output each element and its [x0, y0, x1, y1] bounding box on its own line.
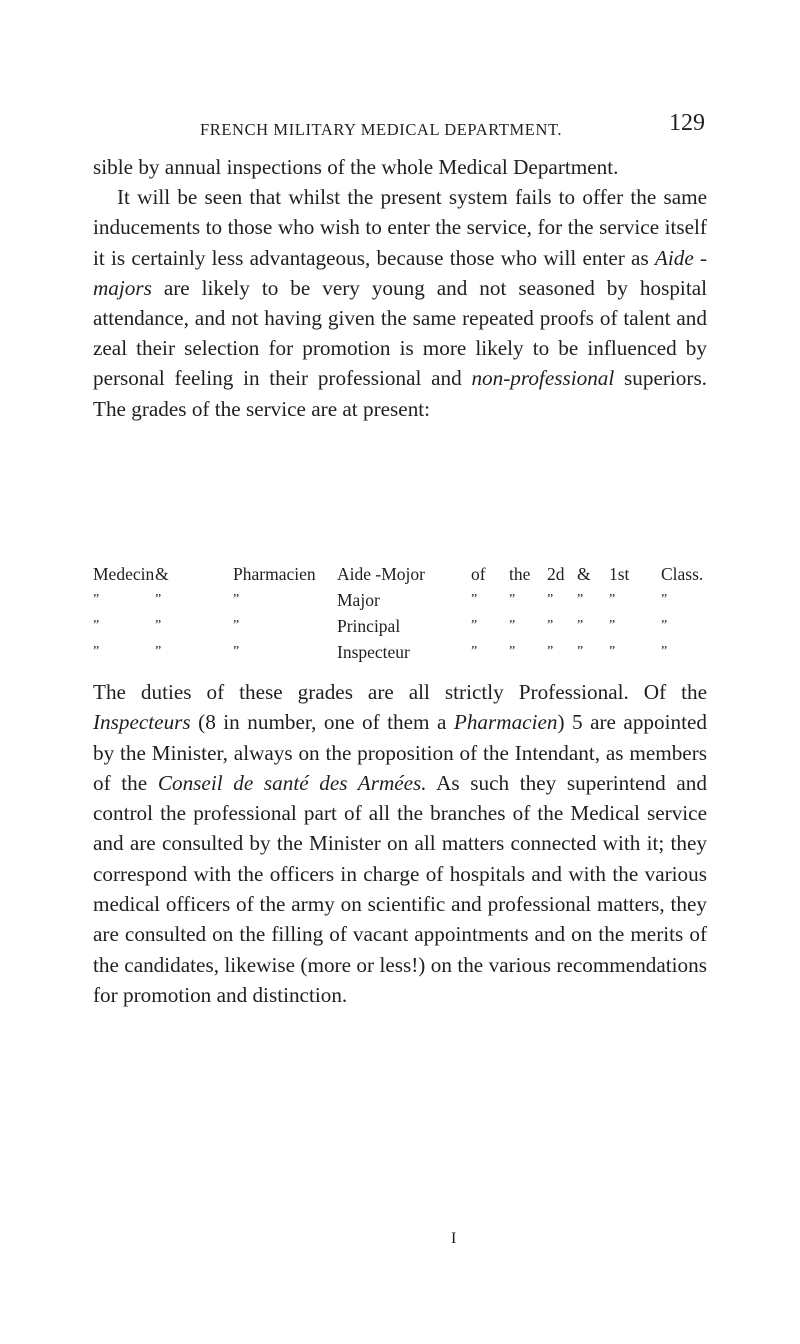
grade-cell: Medecin — [93, 564, 155, 584]
ditto-mark: ” — [661, 644, 668, 659]
grade-cell: 2d — [547, 564, 565, 584]
paragraph-2-text-a: It will be seen that whilst the present system fails to offer the same inducements to those who wish to enter the service, for the service itself it is certainly less advantageous, because those who will enter as — [93, 185, 707, 270]
ditto-mark: ” — [577, 592, 584, 607]
italic-inspecteurs: Inspecteurs — [93, 710, 191, 735]
ditto-mark: ” — [155, 644, 162, 659]
signature-mark: I — [451, 1230, 457, 1247]
ditto-mark: ” — [471, 618, 478, 633]
paragraph-2 — [93, 182, 707, 424]
ditto-mark: ” — [609, 644, 616, 659]
body-text-top — [93, 152, 707, 424]
grade-cell: & — [577, 564, 591, 584]
running-title: FRENCH MILITARY MEDICAL DEPARTMENT. — [200, 120, 563, 139]
grade-cell: Pharmacien — [233, 564, 316, 584]
paragraph-1-text: sible by annual inspections of the whole Medical Department. — [93, 155, 619, 179]
grade-cell: the — [509, 564, 531, 584]
ditto-mark: ” — [93, 618, 100, 633]
ditto-mark: ” — [155, 618, 162, 633]
ditto-mark: ” — [547, 592, 554, 607]
ditto-mark: ” — [233, 618, 240, 633]
grades-row-2 — [93, 587, 711, 613]
ditto-mark: ” — [609, 618, 616, 633]
italic-pharmacien: Pharmacien — [453, 710, 558, 735]
ditto-mark: ” — [609, 592, 616, 607]
ditto-mark: ” — [509, 592, 516, 607]
ditto-mark: ” — [577, 618, 584, 633]
grade-title: Principal — [337, 616, 401, 636]
italic-non-professional: non-professional — [471, 366, 615, 391]
paragraph-3 — [93, 677, 707, 1010]
grade-title: Aide -Mojor — [337, 564, 425, 584]
italic-conseil-de-sante: Conseil de santé des Armées. — [157, 770, 427, 795]
ditto-mark: ” — [93, 592, 100, 607]
italic-aide-majors: Aide - majors — [93, 245, 707, 300]
paragraph-3-text-c: ) 5 are appointed by the Minister, always on the proposition of the Intendant, as members of the — [93, 710, 707, 795]
ditto-mark: ” — [509, 644, 516, 659]
grade-cell: Class. — [661, 564, 704, 584]
ditto-mark: ” — [471, 644, 478, 659]
grades-row-3 — [93, 613, 711, 639]
grade-title: Inspecteur — [337, 642, 410, 662]
ditto-mark: ” — [547, 644, 554, 659]
grades-row-1 — [93, 561, 711, 587]
ditto-mark: ” — [93, 644, 100, 659]
ditto-mark: ” — [661, 618, 668, 633]
ditto-mark: ” — [577, 644, 584, 659]
grade-title: Major — [337, 590, 380, 610]
paragraph-2-text-b: are likely to be very young and not seasoned by hospital attendance, and not having given the same repeated proofs of talent and zeal their selection for promotion is more likely to be influenced by personal feeling in their professional and — [93, 275, 707, 391]
paragraph-3-text-a: The duties of these grades are all strictly Professional. Of the — [93, 680, 707, 704]
paragraph-3-text-b: (8 in number, one of them a — [190, 710, 454, 735]
grade-cell: of — [471, 564, 486, 584]
paragraph-1 — [93, 152, 707, 182]
page-number: 129 — [669, 110, 705, 136]
ditto-mark: ” — [547, 618, 554, 633]
paragraph-2-text-c: superiors. The grades of the service are at present: — [93, 366, 707, 421]
grades-row-4 — [93, 639, 711, 665]
ditto-mark: ” — [233, 644, 240, 659]
ditto-mark: ” — [661, 592, 668, 607]
paragraph-3-text-d: As such they superintend and control the professional part of all the branches of the Medical service and are consulted by the Minister on all matters connected with it; they correspond with the officers in charge of hospitals and with the various medical officers of the army on scientific and professional matters, they are consulted on the filling of vacant appointments and on the merits of the candidates, likewise (more or less!) on the various recommendations for promotion and distinction. — [93, 770, 707, 1007]
ditto-mark: ” — [233, 592, 240, 607]
ditto-mark: ” — [155, 592, 162, 607]
running-header — [200, 110, 705, 144]
grade-cell: & — [155, 564, 169, 584]
grades-table — [93, 561, 711, 665]
grade-cell: 1st — [609, 564, 630, 584]
ditto-mark: ” — [509, 618, 516, 633]
ditto-mark: ” — [471, 592, 478, 607]
body-text-bottom — [93, 677, 707, 1010]
